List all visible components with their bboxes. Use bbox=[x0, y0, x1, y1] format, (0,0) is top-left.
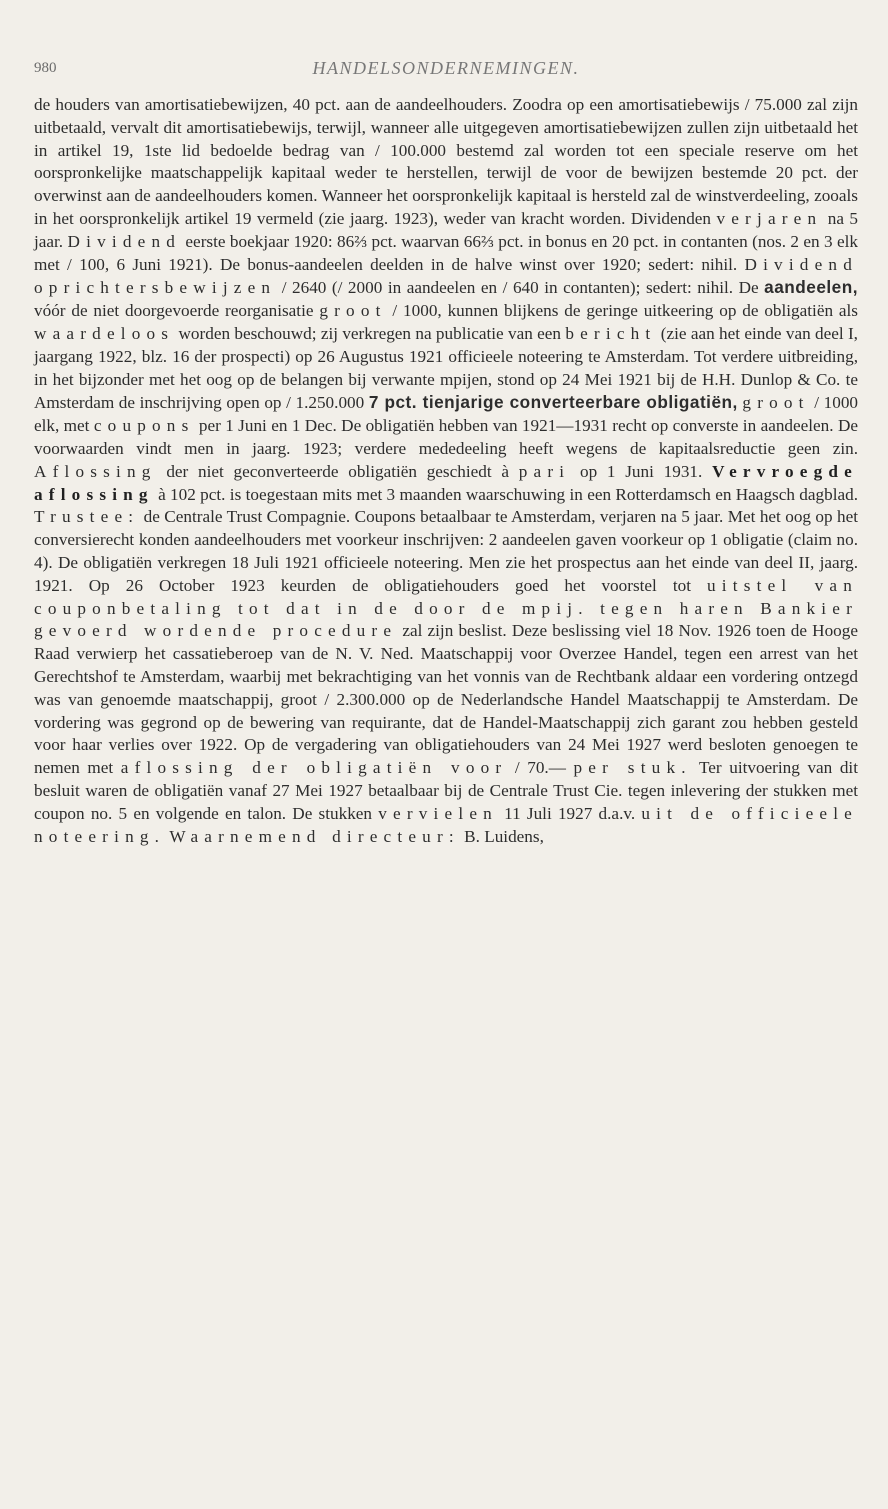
text-run: Ter uitvoering van dit besluit waren de obligatiën vanaf 27 Mei 1927 betaalbaar bij de Centrale Trust Cie. tegen inlevering der stukken met coupon no. 5 en volgende en talon. De stukken bbox=[34, 758, 858, 823]
paragraph bbox=[34, 94, 858, 848]
text-run: per 1 Juni en 1 Dec. De obligatiën hebben van 1921—1931 recht op converste in aandeelen. De voorwaarden vindt men in jaarg. 1923; verdere mededeeling heeft wegens de kapitaalsreductie geen zin. bbox=[34, 416, 858, 458]
text-run: de Centrale Trust Compagnie. Coupons betaalbaar te Amsterdam, verjaren na 5 jaar. Met het oog op het conversierecht konden aandeelhouders met voorkeur inschrijven: 2 aandeelen gaven voorkeur op 1 obligatie (claim no. 4). De obligatiën verkregen 18 Juli 1921 officieele noteering. Men zie het prospectus aan het einde van deel II, jaarg. 1921. Op 26 October 1923 keurden de obligatiehouders goed het voorstel tot bbox=[34, 507, 858, 595]
spaced-term: Trustee: bbox=[34, 507, 140, 527]
spaced-term: Dividend oprichtersbewijzen bbox=[34, 254, 858, 298]
spaced-term: coupons bbox=[93, 416, 195, 436]
text-run: B. Luidens, bbox=[459, 826, 544, 846]
spaced-term: Dividend bbox=[67, 231, 182, 251]
spaced-term: Vervroegde aflossing bbox=[34, 461, 858, 504]
text-run: der niet geconverteerde obligatiën geschiedt à bbox=[156, 461, 519, 481]
text-run: 11 Juli 1927 d.a.v. bbox=[497, 803, 642, 823]
spaced-term: verjaren bbox=[716, 208, 823, 228]
page-header bbox=[34, 0, 858, 94]
text-run: vóór de niet doorgevoerde reorganisatie bbox=[34, 301, 320, 321]
text-run: op 1 Juni 1931. bbox=[570, 461, 713, 481]
text-run: / 70.— bbox=[507, 758, 574, 778]
spaced-term: Aflossing bbox=[34, 461, 157, 481]
spaced-term: groot bbox=[742, 393, 810, 413]
text-run: eerste boekjaar 1920: 86⅔ pct. waarvan 66⅔ pct. in bonus en 20 pct. in contanten (nos. 2 en 3 elk met / 100, 6 Juni 1921). De bonus-aandeelen deelden in de halve winst over 1920; sedert: nihil. bbox=[34, 231, 859, 274]
text-run: / 1000 elk, met bbox=[34, 393, 859, 436]
spaced-term: uit de officieele noteering. bbox=[34, 803, 858, 846]
running-head: HANDELSONDERNEMINGEN. bbox=[312, 58, 580, 78]
text-run: zal zijn beslist. Deze beslissing viel 18 Nov. 1926 toen de Hooge Raad verwierp het cassatieberoep van de N. V. Ned. Maatschappij voor Overzee Handel, tegen een arrest van het Gerechtshof te Amsterdam, waarbij met bekrachtiging van het vonnis van de Rechtbank aldaar een vordering ontzegd was van genoemde maatschappij, groot / 2.300.000 op de Nederlandsche Handel Maatschappij te Amsterdam. De vordering was gegrond op de bewering van requirante, dat de Handel-Maatschappij zich garant zou hebben gesteld voor haar verlies over 1922. Op de vergadering van obligatiehouders van 24 Mei 1927 werd besloten genoegen te nemen met bbox=[34, 621, 858, 778]
text-run: / 1000, kunnen blijkens de geringe uitkeering op de obligatiën als bbox=[386, 301, 858, 321]
text-run: / 2640 (/ 2000 in aandeelen en / 640 in contanten); sedert: nihil. De bbox=[276, 278, 765, 298]
spaced-term: per stuk. bbox=[573, 758, 692, 778]
spaced-term: groot bbox=[319, 301, 387, 321]
text-run: de houders van amortisatiebewijzen, 40 pct. aan de aandeelhouders. Zoodra op een amortisatiebewijs / 75.000 zal zijn uitbetaald, vervalt dit amortisatiebewijs, terwijl, wanneer alle uitgegeven amortisatiebewijzen zullen zijn uitbetaald het in artikel 19, 1ste lid bedoelde bedrag van / 100.000 bestemd zal worden tot een speciale reserve om het oorspronkelijke maatschappelijk kapitaal weder te herstellen, terwijl de voor de bewijzen bestemde 20 pct. der overwinst aan de aandeelhouders komen. Wanneer het oorspronkelijk kapitaal is hersteld zal de winstverdeeling, zooals in het oorspronkelijk artikel 19 vermeld (zie jaarg. 1923), weder van kracht worden. Dividenden bbox=[34, 95, 858, 228]
bold-term: aandeelen, bbox=[764, 277, 858, 298]
body-text bbox=[34, 94, 858, 848]
text-run: à 102 pct. is toegestaan mits met 3 maanden waarschuwing in een Rotterdamsch en Haagsch dagblad. bbox=[153, 484, 858, 504]
spaced-term: Waarnemend directeur: bbox=[169, 826, 460, 846]
bold-term: 7 pct. tienjarige converteerbare obligatiën, bbox=[368, 392, 738, 413]
spaced-term: uitstel van couponbetaling tot dat in de door de mpij. tegen haren Bankier gevoerd wordende procedure bbox=[34, 575, 858, 641]
text-run: (zie aan het einde van deel I, jaargang 1922, blz. 16 der prospecti) op 26 Augustus 1921 officieele noteering te Amsterdam. Tot verdere uitbreiding, in het bijzonder met het oog op de belangen bij verwante mpijen, stond op 24 Mei 1921 bij de H.H. Dunlop & Co. te Amsterdam de inschrijving open op / 1.250.000 bbox=[34, 323, 858, 413]
spaced-term: vervielen bbox=[378, 803, 498, 823]
spaced-term: waardeloos bbox=[34, 323, 175, 343]
text-run: worden beschouwd; zij verkregen na publicatie van een bbox=[174, 323, 566, 343]
spaced-term: aflossing der obligatiën voor bbox=[120, 758, 508, 778]
spaced-term: pari bbox=[518, 461, 571, 481]
spaced-term: bericht bbox=[565, 323, 657, 343]
text-run: na 5 jaar. bbox=[34, 208, 858, 251]
page-number: 980 bbox=[34, 60, 57, 76]
